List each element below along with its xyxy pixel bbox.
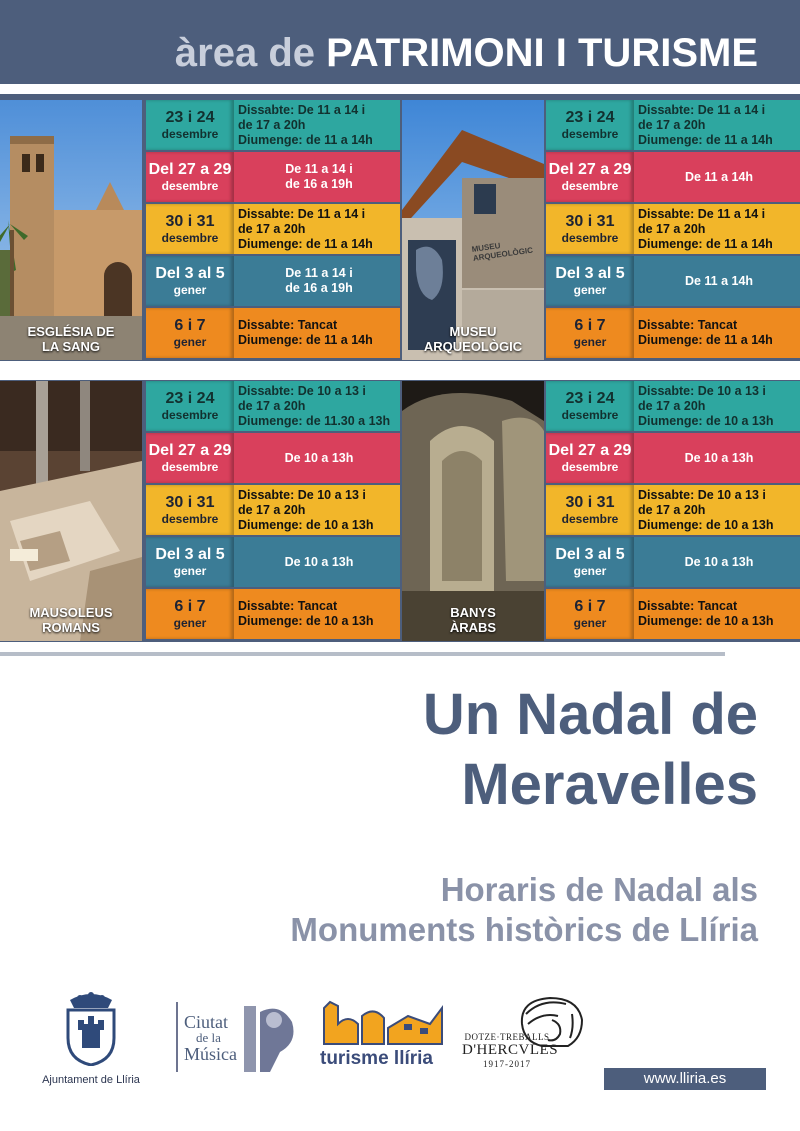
- schedule-row: 23 i 24 desembre Dissabte: De 10 a 13 i de 17 a 20h Diumenge: de 10 a 13h: [546, 381, 800, 431]
- schedule-row: 6 i 7 gener Dissabte: Tancat Diumenge: de 10 a 13h: [146, 589, 400, 639]
- mausoleum-illustration: [0, 381, 142, 641]
- photo-mausoleus-romans: [0, 381, 142, 641]
- schedule-row: 30 i 31 desembre Dissabte: De 10 a 13 i de 17 a 20h Diumenge: de 10 a 13h: [546, 485, 800, 535]
- church-illustration: [0, 100, 142, 360]
- schedule-row: Del 27 a 29 desembre De 10 a 13h: [546, 433, 800, 483]
- hercules-text: DOTZE·TREBALLS D'HERCVLES 1917-2017: [462, 1032, 559, 1069]
- ciutat-de-la-musica-logo: [176, 1002, 302, 1074]
- schedule-row: 6 i 7 gener Dissabte: Tancat Diumenge: de 11 a 14h: [146, 308, 400, 358]
- section-divider: [0, 652, 725, 656]
- schedule-row: Del 27 a 29 desembre De 11 a 14 i de 16 a 19h: [146, 152, 400, 202]
- schedule-row: 6 i 7 gener Dissabte: Tancat Diumenge: de 10 a 13h: [546, 589, 800, 639]
- schedule-mausoleus: [146, 381, 400, 641]
- photo-banys-arabs: [402, 381, 544, 641]
- schedule-row: Del 27 a 29 desembre De 10 a 13h: [146, 433, 400, 483]
- ciutat-text: Ciutat de la Música: [184, 1012, 237, 1064]
- museum-illustration: [402, 100, 544, 360]
- turisme-label: turisme llíria: [320, 1048, 433, 1069]
- ajuntament-label: Ajuntament de Llíria: [42, 1074, 140, 1086]
- page-subtitle: Horaris de Nadal als Monuments històrics de Llíria: [290, 871, 758, 948]
- photo-caption: MAUSOLEUS ROMANS: [29, 605, 113, 635]
- schedule-row: Del 3 al 5 gener De 10 a 13h: [146, 537, 400, 587]
- photo-museu-arqueologic: [402, 100, 544, 360]
- header-title: àrea de PATRIMONI I TURISME: [174, 31, 758, 75]
- schedule-row: 23 i 24 desembre Dissabte: De 11 a 14 i de 17 a 20h Diumenge: de 11 a 14h: [146, 100, 400, 150]
- castle-icon: [318, 994, 448, 1046]
- coat-of-arms-icon: [36, 990, 146, 1066]
- museum-sign: MUSEU ARQUEOLÒGIC: [471, 241, 534, 263]
- schedule-row: 30 i 31 desembre Dissabte: De 11 a 14 i de 17 a 20h Diumenge: de 11 a 14h: [146, 204, 400, 254]
- schedule-banys: [546, 381, 800, 641]
- schedule-museu: [546, 100, 800, 360]
- schedule-row: 30 i 31 desembre Dissabte: De 11 a 14 i de 17 a 20h Diumenge: de 11 a 14h: [546, 204, 800, 254]
- hercules-logo: [462, 994, 594, 1074]
- photo-caption: BANYS ÀRABS: [449, 605, 497, 635]
- schedule-row: 23 i 24 desembre Dissabte: De 11 a 14 i de 17 a 20h Diumenge: de 11 a 14h: [546, 100, 800, 150]
- photo-esglesia-de-la-sang: [0, 100, 142, 360]
- schedule-row: 6 i 7 gener Dissabte: Tancat Diumenge: de 11 a 14h: [546, 308, 800, 358]
- photo-caption: MUSEU ARQUEOLÒGIC: [423, 324, 523, 354]
- musician-icon: [240, 1002, 300, 1074]
- baths-illustration: [402, 381, 544, 641]
- schedule-row: Del 3 al 5 gener De 10 a 13h: [546, 537, 800, 587]
- logo-rule: [176, 1002, 178, 1072]
- schedule-row: Del 3 al 5 gener De 11 a 14 i de 16 a 19h: [146, 256, 400, 306]
- ajuntament-logo: [36, 990, 146, 1090]
- schedule-esglesia: [146, 100, 400, 360]
- page-title: Un Nadal de Meravelles: [422, 682, 758, 817]
- schedule-row: 30 i 31 desembre Dissabte: De 10 a 13 i de 17 a 20h Diumenge: de 10 a 13h: [146, 485, 400, 535]
- schedule-row: Del 27 a 29 desembre De 11 a 14h: [546, 152, 800, 202]
- turisme-lliria-logo: [318, 994, 448, 1074]
- website-link[interactable]: www.lliria.es: [604, 1068, 766, 1090]
- photo-caption: ESGLÉSIA DE LA SANG: [27, 324, 115, 354]
- schedule-row: 23 i 24 desembre Dissabte: De 10 a 13 i de 17 a 20h Diumenge: de 11.30 a 13h: [146, 381, 400, 431]
- schedule-row: Del 3 al 5 gener De 11 a 14h: [546, 256, 800, 306]
